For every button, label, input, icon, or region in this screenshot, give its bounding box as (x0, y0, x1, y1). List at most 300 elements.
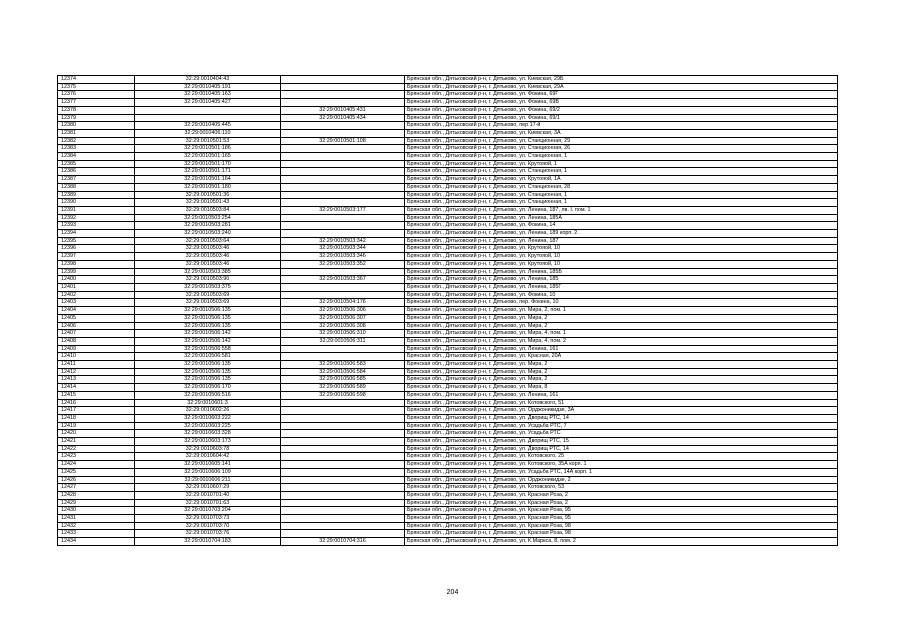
cadastral-number-cell: 32:29:0010503:46 (135, 253, 281, 261)
row-number-cell: 12380 (58, 122, 135, 130)
cadastral-number-cell: 32:29:0010506:135 (135, 322, 281, 330)
address-cell: Брянская обл., Дятьковский р-н, г. Дятьково, ул. Фокина, 14 (405, 222, 838, 230)
cadastral-number-cell: 32:29:0010506:558 (135, 345, 281, 353)
address-cell: Брянская обл., Дятьковский р-н, г. Дятьково, ул. Фокина, 69/2 (405, 106, 838, 114)
cadastral-number-cell: 32:29:0010405:445 (135, 122, 281, 130)
address-cell: Брянская обл., Дятьковский р-н, г. Дятьково, ул. Ленина, 185А (405, 214, 838, 222)
row-number-cell: 12434 (58, 538, 135, 546)
cadastral-number-cell: 32:29:0010506:135 (135, 314, 281, 322)
cadastral-number-cell: 32:29:0010503:69 (135, 299, 281, 307)
row-number-cell: 12391 (58, 206, 135, 214)
cadastral-number-cell: 32:29:0010703:204 (135, 507, 281, 515)
address-cell: Брянская обл., Дятьковский р-н, г. Дятьково, пер 17-й (405, 122, 838, 130)
address-cell: Брянская обл., Дятьковский р-н, г. Дятьково, ул. Крутояой, 10 (405, 260, 838, 268)
premises-number-cell (281, 83, 405, 91)
cadastral-number-cell: 32:29:0010506:135 (135, 307, 281, 315)
cadastral-number-cell: 32:29:0010602:26 (135, 407, 281, 415)
table-row (58, 230, 838, 238)
premises-number-cell (281, 491, 405, 499)
address-cell: Брянская обл., Дятьковский р-н, г. Дятьково, ул. Котовского, 51 (405, 399, 838, 407)
table-row (58, 414, 838, 422)
premises-number-cell: 32:29:0010503:344 (281, 245, 405, 253)
premises-number-cell: 32:29:0010506:589 (281, 384, 405, 392)
row-number-cell: 12420 (58, 430, 135, 438)
row-number-cell: 12381 (58, 129, 135, 137)
cadastral-number-cell: 32:29:0010503:84 (135, 206, 281, 214)
address-cell: Брянская обл., Дятьковский р-н, г. Дятьково, ул. Дворищ РТС, 14 (405, 445, 838, 453)
premises-number-cell (281, 468, 405, 476)
row-number-cell: 12402 (58, 291, 135, 299)
premises-number-cell (281, 122, 405, 130)
address-cell: Брянская обл., Дятьковский р-н, г. Дятьково, ул. Дворищ РТС, 14 (405, 414, 838, 422)
premises-number-cell: 32:29:0010503:367 (281, 276, 405, 284)
table-row (58, 453, 838, 461)
table-row (58, 507, 838, 515)
cadastral-number-cell: 32:29:0010503:90 (135, 276, 281, 284)
table-row (58, 430, 838, 438)
address-cell: Брянская обл., Дятьковский р-н, г. Дятьково, ул. Ленина, 189 корп. 2 (405, 230, 838, 238)
premises-number-cell (281, 453, 405, 461)
premises-number-cell: 32:29:0010503:346 (281, 253, 405, 261)
premises-number-cell: 32:29:0010506:584 (281, 368, 405, 376)
cadastral-number-cell: 32:29:0010405:163 (135, 91, 281, 99)
premises-number-cell (281, 176, 405, 184)
table-row (58, 345, 838, 353)
cadastral-number-cell: 32:29:0010503:254 (135, 214, 281, 222)
table-row (58, 422, 838, 430)
row-number-cell: 12396 (58, 245, 135, 253)
address-cell: Брянская обл., Дятьковский р-н, г. Дятьково, ул. Фокина, 69/1 (405, 114, 838, 122)
address-cell: Брянская обл., Дятьковский р-н, г. Дятьково, ул. Станционная, 1 (405, 153, 838, 161)
row-number-cell: 12374 (58, 76, 135, 84)
table-row (58, 538, 838, 546)
row-number-cell: 12424 (58, 461, 135, 469)
row-number-cell: 12426 (58, 476, 135, 484)
address-cell: Брянская обл., Дятьковский р-н, г. Дятьково, ул. Котовского, 35А корп. 1 (405, 461, 838, 469)
cadastral-number-cell: 32:29:0010501:180 (135, 183, 281, 191)
cadastral-number-cell: 32:29:0010601:3 (135, 399, 281, 407)
table-row (58, 353, 838, 361)
table-row (58, 237, 838, 245)
table-row (58, 276, 838, 284)
row-number-cell: 12393 (58, 222, 135, 230)
address-cell: Брянская обл., Дятьковский р-н, г. Дятьково, ул. Мира, 4, пом. 2 (405, 337, 838, 345)
premises-number-cell (281, 168, 405, 176)
row-number-cell: 12397 (58, 253, 135, 261)
row-number-cell: 12376 (58, 91, 135, 99)
address-cell: Брянская обл., Дятьковский р-н, г. Дятьково, ул. Мира, 4, пом. 1 (405, 330, 838, 338)
table-row (58, 145, 838, 153)
premises-number-cell (281, 199, 405, 207)
table-row (58, 153, 838, 161)
register-sheet (57, 75, 837, 546)
address-cell: Брянская обл., Дятьковский р-н, г. Дятьково, ул. Ленина, 185Г (405, 283, 838, 291)
address-cell: Брянская обл., Дятьковский р-н, г. Дятьково, ул. Фокина, 69Г (405, 91, 838, 99)
address-cell: Брянская обл., Дятьковский р-н, г. Дятьково, ул. Красная, 20А (405, 353, 838, 361)
address-cell: Брянская обл., Дятьковский р-н, г. Дятьково, ул. Станционная, 29 (405, 137, 838, 145)
address-cell: Брянская обл., Дятьковский р-н, г. Дятьково, ул. Киевская, 29Б (405, 76, 838, 84)
address-cell: Брянская обл., Дятьковский р-н, г. Дятьково, ул. Мира, 2 (405, 314, 838, 322)
row-number-cell: 12392 (58, 214, 135, 222)
table-row (58, 468, 838, 476)
table-row (58, 114, 838, 122)
table-row (58, 476, 838, 484)
address-cell: Брянская обл., Дятьковский р-н, г. Дятьково, ул. Красная Роза, 98 (405, 522, 838, 530)
address-cell: Брянская обл., Дятьковский р-н, г. Дятьково, ул. Станционная, 1 (405, 199, 838, 207)
row-number-cell: 12377 (58, 99, 135, 107)
row-number-cell: 12431 (58, 515, 135, 523)
cadastral-number-cell: 32:29:0010604:42 (135, 453, 281, 461)
table-row (58, 391, 838, 399)
table-row (58, 322, 838, 330)
address-cell: Брянская обл., Дятьковский р-н, г. Дятьково, ул. Крутояой, 1А (405, 176, 838, 184)
premises-number-cell: 32:29:0010704:316 (281, 538, 405, 546)
table-row (58, 129, 838, 137)
row-number-cell: 12423 (58, 453, 135, 461)
address-cell: Брянская обл., Дятьковский р-н, г. Дятьково, ул. Красная Роза, 2 (405, 499, 838, 507)
premises-number-cell (281, 507, 405, 515)
cadastral-number-cell: 32:29:0010603:173 (135, 438, 281, 446)
cadastral-number-cell: 32:29:0010501:165 (135, 153, 281, 161)
premises-number-cell (281, 91, 405, 99)
row-number-cell: 12379 (58, 114, 135, 122)
row-number-cell: 12406 (58, 322, 135, 330)
row-number-cell: 12382 (58, 137, 135, 145)
premises-number-cell (281, 438, 405, 446)
premises-number-cell (281, 76, 405, 84)
row-number-cell: 12386 (58, 168, 135, 176)
address-cell: Брянская обл., Дятьковский р-н, г. Дятьково, ул. Ленина, 161 (405, 391, 838, 399)
address-cell: Брянская обл., Дятьковский р-н, г. Дятьково, ул. Мира, 2 (405, 361, 838, 369)
cadastral-number-cell: 32:29:0010506:581 (135, 353, 281, 361)
table-row (58, 376, 838, 384)
cadastral-number-cell: 32:29:0010603:328 (135, 430, 281, 438)
table-row (58, 522, 838, 530)
cadastral-number-cell: 32:29:0010406:110 (135, 129, 281, 137)
table-row (58, 499, 838, 507)
address-cell: Брянская обл., Дятьковский р-н, г. Дятьково, ул. Станционная, 1 (405, 191, 838, 199)
address-cell: Брянская обл., Дятьковский р-н, г. Дятьково, ул. Красная Роза, 95 (405, 507, 838, 515)
premises-number-cell (281, 476, 405, 484)
address-cell: Брянская обл., Дятьковский р-н, г. Дятьково, ул. Ленина, 187 (405, 237, 838, 245)
address-cell: Брянская обл., Дятьковский р-н, г. Дятьково, ул. Крутояой, 10 (405, 245, 838, 253)
table-row (58, 260, 838, 268)
cadastral-number-cell: 32:29:0010603:222 (135, 414, 281, 422)
premises-number-cell: 32:29:0010506:311 (281, 337, 405, 345)
table-row (58, 399, 838, 407)
premises-number-cell: 32:29:0010506:307 (281, 314, 405, 322)
cadastral-number-cell: 32:29:0010703:76 (135, 530, 281, 538)
premises-number-cell: 32:29:0010503:177 (281, 206, 405, 214)
table-row (58, 106, 838, 114)
cadastral-number-cell: 32:29:0010503:281 (135, 222, 281, 230)
address-cell: Брянская обл., Дятьковский р-н, г. Дятьково, ул. Ленина, 161 (405, 345, 838, 353)
table-row (58, 245, 838, 253)
row-number-cell: 12378 (58, 106, 135, 114)
cadastral-number-cell (135, 106, 281, 114)
premises-number-cell (281, 191, 405, 199)
address-cell: Брянская обл., Дятьковский р-н, г. Дятьково, ул. Котовского, 25 (405, 453, 838, 461)
premises-number-cell: 32:29:0010506:585 (281, 376, 405, 384)
table-row (58, 314, 838, 322)
row-number-cell: 12410 (58, 353, 135, 361)
address-cell: Брянская обл., Дятьковский р-н, г. Дятьково, ул. Станционная, 26 (405, 145, 838, 153)
row-number-cell: 12390 (58, 199, 135, 207)
row-number-cell: 12407 (58, 330, 135, 338)
cadastral-number-cell: 32:29:0010404:43 (135, 76, 281, 84)
cadastral-number-cell: 32:29:0010703:70 (135, 522, 281, 530)
cadastral-number-cell: 32:29:0010501:53 (135, 137, 281, 145)
row-number-cell: 12405 (58, 314, 135, 322)
table-row (58, 484, 838, 492)
address-cell: Брянская обл., Дятьковский р-н, г. Дятьково, ул. Фокина, 69В (405, 99, 838, 107)
address-cell: Брянская обл., Дятьковский р-н, г. Дятьково, ул. Мира, 2 (405, 368, 838, 376)
row-number-cell: 12387 (58, 176, 135, 184)
premises-number-cell (281, 268, 405, 276)
address-cell: Брянская обл., Дятьковский р-н, г. Дятьково, ул. Дворищ РТС, 15 (405, 438, 838, 446)
table-row (58, 330, 838, 338)
row-number-cell: 12411 (58, 361, 135, 369)
table-row (58, 407, 838, 415)
table-row (58, 222, 838, 230)
premises-number-cell (281, 407, 405, 415)
row-number-cell: 12408 (58, 337, 135, 345)
premises-number-cell (281, 160, 405, 168)
row-number-cell: 12418 (58, 414, 135, 422)
cadastral-number-cell: 32:29:0010701:40 (135, 491, 281, 499)
row-number-cell: 12430 (58, 507, 135, 515)
address-cell: Брянская обл., Дятьковский р-н, г. Дятьково, ул. Орджоникидзе, 2 (405, 476, 838, 484)
address-cell: Брянская обл., Дятьковский р-н, г. Дятьково, ул. Мира, 2 (405, 322, 838, 330)
row-number-cell: 12403 (58, 299, 135, 307)
cadastral-number-cell: 32:29:0010506:142 (135, 337, 281, 345)
cadastral-number-cell: 32:29:0010503:240 (135, 230, 281, 238)
premises-number-cell (281, 291, 405, 299)
table-row (58, 491, 838, 499)
table-row (58, 299, 838, 307)
cadastral-number-cell: 32:29:0010603:225 (135, 422, 281, 430)
cadastral-number-cell: 32:29:0010503:46 (135, 260, 281, 268)
premises-number-cell: 32:29:0010503:352 (281, 260, 405, 268)
table-row (58, 160, 838, 168)
premises-number-cell: 32:29:0010501:108 (281, 137, 405, 145)
cadastral-number-cell: 32:29:0010501:43 (135, 199, 281, 207)
premises-number-cell (281, 414, 405, 422)
row-number-cell: 12404 (58, 307, 135, 315)
address-cell: Брянская обл., Дятьковский р-н, г. Дятьково, ул. Киевская, 29А (405, 83, 838, 91)
row-number-cell: 12432 (58, 522, 135, 530)
premises-number-cell (281, 530, 405, 538)
premises-number-cell (281, 399, 405, 407)
address-cell: Брянская обл., Дятьковский р-н, г. Дятьково, ул. Мира, 2 (405, 376, 838, 384)
row-number-cell: 12400 (58, 276, 135, 284)
table-row (58, 99, 838, 107)
row-number-cell: 12395 (58, 237, 135, 245)
cadastral-number-cell: 32:29:0010703:73 (135, 515, 281, 523)
table-row (58, 445, 838, 453)
premises-number-cell: 32:29:0010503:342 (281, 237, 405, 245)
cadastral-number-cell: 32:29:0010501:164 (135, 176, 281, 184)
premises-number-cell (281, 230, 405, 238)
row-number-cell: 12375 (58, 83, 135, 91)
cadastral-number-cell: 32:29:0010704:183 (135, 538, 281, 546)
premises-number-cell: 32:29:0010405:431 (281, 106, 405, 114)
premises-number-cell: 32:29:0010506:583 (281, 361, 405, 369)
row-number-cell: 12399 (58, 268, 135, 276)
cadastral-number-cell: 32:29:0010501:186 (135, 145, 281, 153)
row-number-cell: 12389 (58, 191, 135, 199)
address-cell: Брянская обл., Дятьковский р-н, г. Дятьково, ул. Ленина, 187, лв. I, пом. 1 (405, 206, 838, 214)
premises-number-cell: 32:29:0010506:598 (281, 391, 405, 399)
address-cell: Брянская обл., Дятьковский р-н, г. Дятьково, ул. Крутояой, 1 (405, 160, 838, 168)
cadastral-number-cell: 32:29:0010503:385 (135, 268, 281, 276)
table-row (58, 361, 838, 369)
cadastral-number-cell: 32:29:0010506:170 (135, 384, 281, 392)
cadastral-number-cell: 32:29:0010501:170 (135, 160, 281, 168)
row-number-cell: 12421 (58, 438, 135, 446)
cadastral-number-cell: 32:29:0010503:69 (135, 291, 281, 299)
premises-number-cell (281, 214, 405, 222)
row-number-cell: 12422 (58, 445, 135, 453)
premises-number-cell (281, 99, 405, 107)
table-row (58, 283, 838, 291)
address-cell: Брянская обл., Дятьковский р-н, г. Дятьково, ул. Мира, 2, пом. 1 (405, 307, 838, 315)
premises-number-cell (281, 499, 405, 507)
cadastral-number-cell: 32:29:0010405:191 (135, 83, 281, 91)
row-number-cell: 12401 (58, 283, 135, 291)
premises-number-cell: 32:29:0010506:308 (281, 322, 405, 330)
address-cell: Брянская обл., Дятьковский р-н, г. Дятьково, пер. Фокина, 10 (405, 299, 838, 307)
cadastral-number-cell (135, 114, 281, 122)
row-number-cell: 12385 (58, 160, 135, 168)
row-number-cell: 12388 (58, 183, 135, 191)
row-number-cell: 12414 (58, 384, 135, 392)
row-number-cell: 12427 (58, 484, 135, 492)
table-row (58, 515, 838, 523)
row-number-cell: 12415 (58, 391, 135, 399)
premises-number-cell (281, 153, 405, 161)
row-number-cell: 12398 (58, 260, 135, 268)
premises-number-cell (281, 183, 405, 191)
table-row (58, 206, 838, 214)
address-cell: Брянская обл., Дятьковский р-н, г. Дятьково, ул. К.Маркса, 8, пом. 2 (405, 538, 838, 546)
premises-number-cell: 32:29:0010405:434 (281, 114, 405, 122)
address-cell: Брянская обл., Дятьковский р-н, г. Дятьково, ул. Киевская, 3А (405, 129, 838, 137)
table-body (58, 76, 838, 546)
cadastral-number-cell: 32:29:0010503:46 (135, 245, 281, 253)
address-cell: Брянская обл., Дятьковский р-н, г. Дятьково, ул. Станционная, 28 (405, 183, 838, 191)
table-row (58, 253, 838, 261)
table-row (58, 461, 838, 469)
table-row (58, 307, 838, 315)
address-cell: Брянская обл., Дятьковский р-н, г. Дятьково, ул. Ленина, 185Б (405, 268, 838, 276)
table-row (58, 122, 838, 130)
premises-number-cell (281, 522, 405, 530)
table-row (58, 199, 838, 207)
table-row (58, 168, 838, 176)
table-row (58, 76, 838, 84)
row-number-cell: 12417 (58, 407, 135, 415)
address-cell: Брянская обл., Дятьковский р-н, г. Дятьково, ул. Усадьба РТС, 7 (405, 422, 838, 430)
premises-number-cell (281, 445, 405, 453)
premises-number-cell: 32:29:0010506:310 (281, 330, 405, 338)
premises-number-cell (281, 515, 405, 523)
premises-number-cell (281, 430, 405, 438)
table-row (58, 530, 838, 538)
row-number-cell: 12433 (58, 530, 135, 538)
cadastral-number-cell: 32:29:0010606:211 (135, 476, 281, 484)
table-row (58, 268, 838, 276)
cadastral-number-cell: 32:29:0010503:64 (135, 237, 281, 245)
cadastral-number-cell: 32:29:0010506:135 (135, 361, 281, 369)
table-row (58, 91, 838, 99)
table-row (58, 83, 838, 91)
premises-number-cell (281, 461, 405, 469)
table-row (58, 438, 838, 446)
property-register-table (57, 75, 838, 546)
address-cell: Брянская обл., Дятьковский р-н, г. Дятьково, ул. Станционная, 1 (405, 168, 838, 176)
address-cell: Брянская обл., Дятьковский р-н, г. Дятьково, ул. Усадьба РТС (405, 430, 838, 438)
cadastral-number-cell: 32:29:0010506:516 (135, 391, 281, 399)
premises-number-cell (281, 129, 405, 137)
premises-number-cell: 32:29:0010506:306 (281, 307, 405, 315)
cadastral-number-cell: 32:29:0010405:427 (135, 99, 281, 107)
cadastral-number-cell: 32:29:0010503:375 (135, 283, 281, 291)
address-cell: Брянская обл., Дятьковский р-н, г. Дятьково, ул. Ленина, 185 (405, 276, 838, 284)
row-number-cell: 12394 (58, 230, 135, 238)
table-row (58, 183, 838, 191)
cadastral-number-cell: 32:29:0010501:36 (135, 191, 281, 199)
table-row (58, 137, 838, 145)
premises-number-cell (281, 484, 405, 492)
address-cell: Брянская обл., Дятьковский р-н, г. Дятьково, ул. Котовского, 53 (405, 484, 838, 492)
row-number-cell: 12419 (58, 422, 135, 430)
premises-number-cell (281, 422, 405, 430)
row-number-cell: 12428 (58, 491, 135, 499)
cadastral-number-cell: 32:29:0010506:142 (135, 330, 281, 338)
address-cell: Брянская обл., Дятьковский р-н, г. Дятьково, ул. Мира, 8 (405, 384, 838, 392)
cadastral-number-cell: 32:29:0010701:63 (135, 499, 281, 507)
cadastral-number-cell: 32:29:0010506:135 (135, 368, 281, 376)
table-row (58, 384, 838, 392)
table-row (58, 176, 838, 184)
table-row (58, 191, 838, 199)
address-cell: Брянская обл., Дятьковский р-н, г. Дятьково, ул. Крутояой, 10 (405, 253, 838, 261)
table-row (58, 214, 838, 222)
address-cell: Брянская обл., Дятьковский р-н, г. Дятьково, ул. Красная Роза, 98 (405, 530, 838, 538)
cadastral-number-cell: 32:29:0010501:171 (135, 168, 281, 176)
row-number-cell: 12413 (58, 376, 135, 384)
table-row (58, 368, 838, 376)
address-cell: Брянская обл., Дятьковский р-н, г. Дятьково, ул. Усадьба РТС, 14А корп. 1 (405, 468, 838, 476)
cadastral-number-cell: 32:29:0010606:109 (135, 468, 281, 476)
row-number-cell: 12409 (58, 345, 135, 353)
row-number-cell: 12416 (58, 399, 135, 407)
cadastral-number-cell: 32:29:0010607:29 (135, 484, 281, 492)
address-cell: Брянская обл., Дятьковский р-н, г. Дятьково, ул. Красная Роза, 95 (405, 515, 838, 523)
address-cell: Брянская обл., Дятьковский р-н, г. Дятьково, ул. Красная Роза, 2 (405, 491, 838, 499)
premises-number-cell (281, 353, 405, 361)
address-cell: Брянская обл., Дятьковский р-н, г. Дятьково, ул. Фокина, 10 (405, 291, 838, 299)
cadastral-number-cell: 32:29:0010506:135 (135, 376, 281, 384)
cadastral-number-cell: 32:29:0010605:141 (135, 461, 281, 469)
cadastral-number-cell: 32:29:0010603:78 (135, 445, 281, 453)
premises-number-cell (281, 222, 405, 230)
row-number-cell: 12425 (58, 468, 135, 476)
premises-number-cell (281, 145, 405, 153)
table-row (58, 291, 838, 299)
premises-number-cell: 32:29:0010504:176 (281, 299, 405, 307)
